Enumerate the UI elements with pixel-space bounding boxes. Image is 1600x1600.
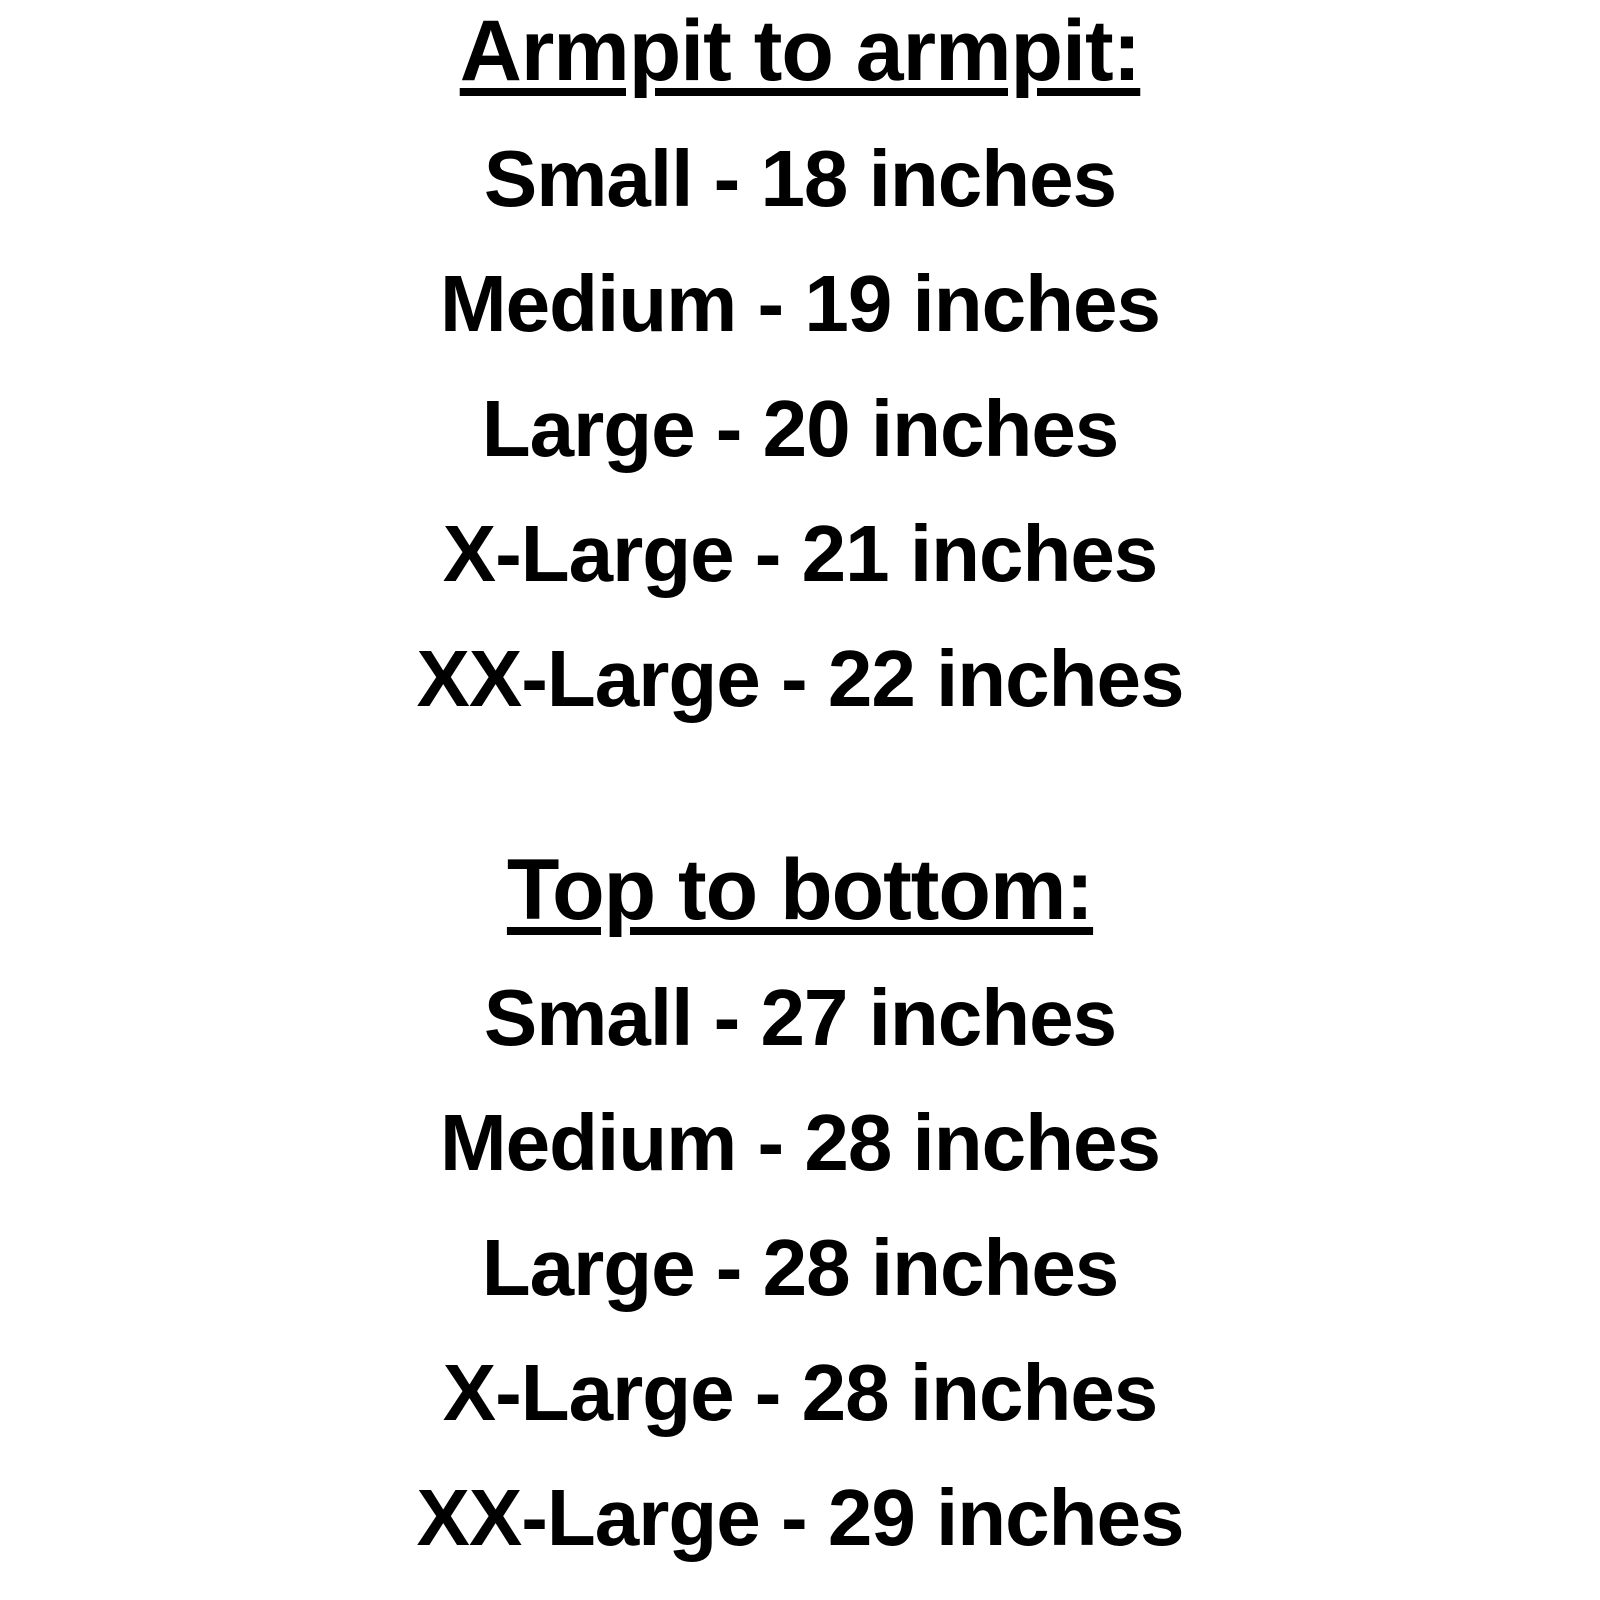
size-line-xx-large: XX-Large - 29 inches [416, 1473, 1184, 1562]
size-line-medium: Medium - 28 inches [440, 1098, 1160, 1187]
size-line-small: Small - 18 inches [483, 134, 1117, 223]
armpit-to-armpit-section [0, 0, 1600, 723]
size-line-x-large: X-Large - 21 inches [442, 509, 1158, 598]
top-to-bottom-section [0, 842, 1600, 1562]
size-line-small: Small - 27 inches [483, 973, 1117, 1062]
armpit-to-armpit-heading: Armpit to armpit: [459, 3, 1141, 99]
size-line-x-large: X-Large - 28 inches [442, 1348, 1158, 1437]
size-line-large: Large - 28 inches [481, 1223, 1119, 1312]
size-line-xx-large: XX-Large - 22 inches [416, 634, 1184, 723]
size-line-medium: Medium - 19 inches [440, 259, 1160, 348]
size-line-large: Large - 20 inches [481, 384, 1119, 473]
top-to-bottom-heading: Top to bottom: [506, 842, 1094, 938]
